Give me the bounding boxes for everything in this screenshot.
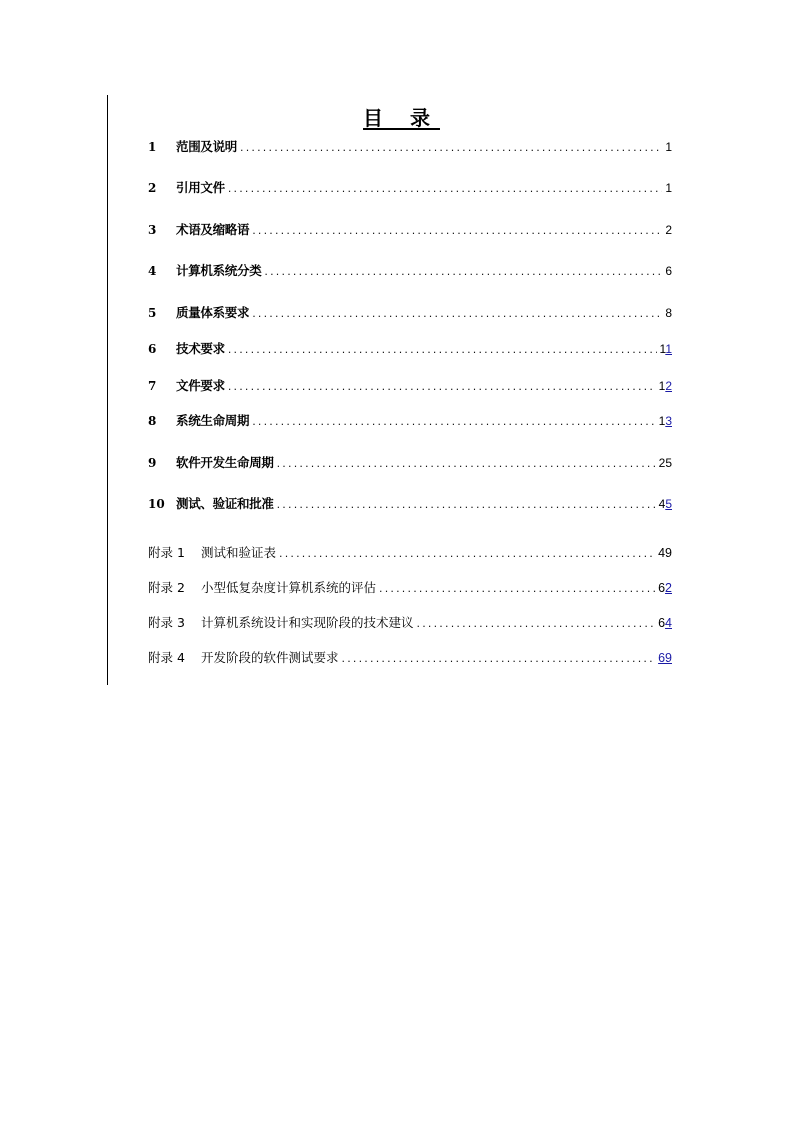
toc-entry-8[interactable] bbox=[148, 412, 672, 430]
toc-entry-2[interactable] bbox=[148, 179, 672, 197]
toc-entry-number: 10 bbox=[148, 497, 165, 511]
toc-leader-dots bbox=[279, 546, 655, 562]
appendix-page: 49 bbox=[658, 546, 672, 560]
page-link[interactable]: 3 bbox=[665, 414, 672, 428]
toc-entry-3[interactable] bbox=[148, 221, 672, 239]
toc-leader-dots bbox=[252, 223, 662, 239]
toc-entry-4[interactable] bbox=[148, 262, 672, 280]
toc-entry-page: 11 bbox=[659, 342, 672, 356]
toc-entry-number: 5 bbox=[148, 306, 157, 320]
appendix-page: 64 bbox=[658, 616, 672, 630]
toc-leader-dots bbox=[240, 140, 662, 156]
toc-entry-page: 45 bbox=[658, 497, 672, 511]
toc-entry-label: 测试、验证和批准 bbox=[176, 496, 274, 511]
toc-entry-label: 引用文件 bbox=[176, 180, 225, 195]
toc-leader-dots bbox=[228, 342, 657, 358]
appendix-prefix: 附录 4 bbox=[148, 650, 185, 665]
page-link[interactable]: 4 bbox=[665, 616, 672, 630]
toc-leader-dots bbox=[252, 306, 662, 322]
appendix-label: 计算机系统设计和实现阶段的技术建议 bbox=[201, 615, 414, 630]
toc-entry-label: 术语及缩略语 bbox=[176, 222, 250, 237]
appendix-prefix: 附录 2 bbox=[148, 580, 185, 595]
toc-entry-number: 3 bbox=[148, 223, 157, 237]
toc-appendix-3[interactable] bbox=[148, 614, 672, 632]
appendix-label: 小型低复杂度计算机系统的评估 bbox=[201, 580, 377, 595]
toc-leader-dots bbox=[228, 379, 656, 395]
toc-entry-6[interactable] bbox=[148, 340, 672, 358]
toc-leader-dots bbox=[342, 651, 656, 667]
toc-entry-page: 1 bbox=[665, 181, 672, 195]
appendix-label: 测试和验证表 bbox=[201, 545, 277, 560]
toc-entry-page: 6 bbox=[665, 264, 672, 278]
toc-entry-label: 范围及说明 bbox=[176, 139, 238, 154]
appendix-prefix: 附录 3 bbox=[148, 615, 185, 630]
toc-entry-number: 2 bbox=[148, 181, 157, 195]
toc-entry-9[interactable] bbox=[148, 454, 672, 472]
toc-entry-10[interactable] bbox=[148, 495, 672, 513]
toc-entry-number: 8 bbox=[148, 414, 157, 428]
appendix-label: 开发阶段的软件测试要求 bbox=[201, 650, 339, 665]
toc-entry-page: 8 bbox=[665, 306, 672, 320]
toc-entry-number: 6 bbox=[148, 342, 157, 356]
toc-title bbox=[0, 106, 793, 130]
page-link[interactable]: 5 bbox=[665, 497, 672, 511]
toc-leader-dots bbox=[277, 497, 656, 513]
page-link[interactable]: 1 bbox=[665, 342, 672, 356]
toc-entry-number: 4 bbox=[148, 264, 157, 278]
appendix-page bbox=[658, 649, 672, 667]
margin-line bbox=[107, 95, 108, 685]
toc-entry-page: 1 bbox=[665, 140, 672, 154]
toc-leader-dots bbox=[379, 581, 655, 597]
toc-entry-number: 7 bbox=[148, 379, 157, 393]
toc-entry-number: 9 bbox=[148, 456, 157, 470]
toc-entry-page: 2 bbox=[665, 223, 672, 237]
toc-entry-label: 计算机系统分类 bbox=[176, 263, 262, 278]
toc-entry-1[interactable] bbox=[148, 138, 672, 156]
toc-entry-page: 12 bbox=[658, 379, 672, 393]
toc-leader-dots bbox=[417, 616, 656, 632]
toc-leader-dots bbox=[252, 414, 655, 430]
toc-entry-5[interactable] bbox=[148, 304, 672, 322]
toc-title-text: 目 录 bbox=[363, 106, 440, 130]
page-link[interactable]: 2 bbox=[665, 581, 672, 595]
toc-entry-page: 13 bbox=[658, 414, 672, 428]
toc-entry-label: 技术要求 bbox=[176, 341, 225, 356]
page-link[interactable]: 2 bbox=[665, 379, 672, 393]
toc-appendix-4[interactable] bbox=[148, 649, 672, 667]
toc-entry-number: 1 bbox=[148, 140, 157, 154]
toc-appendix-1[interactable] bbox=[148, 544, 672, 562]
toc-entry-label: 质量体系要求 bbox=[176, 305, 250, 320]
toc-entry-label: 文件要求 bbox=[176, 378, 225, 393]
toc-entry-page: 25 bbox=[658, 456, 672, 470]
toc-entry-label: 系统生命周期 bbox=[176, 413, 250, 428]
toc-entry-7[interactable] bbox=[148, 377, 672, 395]
toc-entry-label: 软件开发生命周期 bbox=[176, 455, 274, 470]
appendix-page: 62 bbox=[658, 581, 672, 595]
toc-leader-dots bbox=[277, 456, 656, 472]
toc-leader-dots bbox=[228, 181, 663, 197]
toc-leader-dots bbox=[264, 264, 662, 280]
toc-appendix-2[interactable] bbox=[148, 579, 672, 597]
page-link[interactable]: 69 bbox=[658, 651, 672, 665]
appendix-prefix: 附录 1 bbox=[148, 545, 185, 560]
